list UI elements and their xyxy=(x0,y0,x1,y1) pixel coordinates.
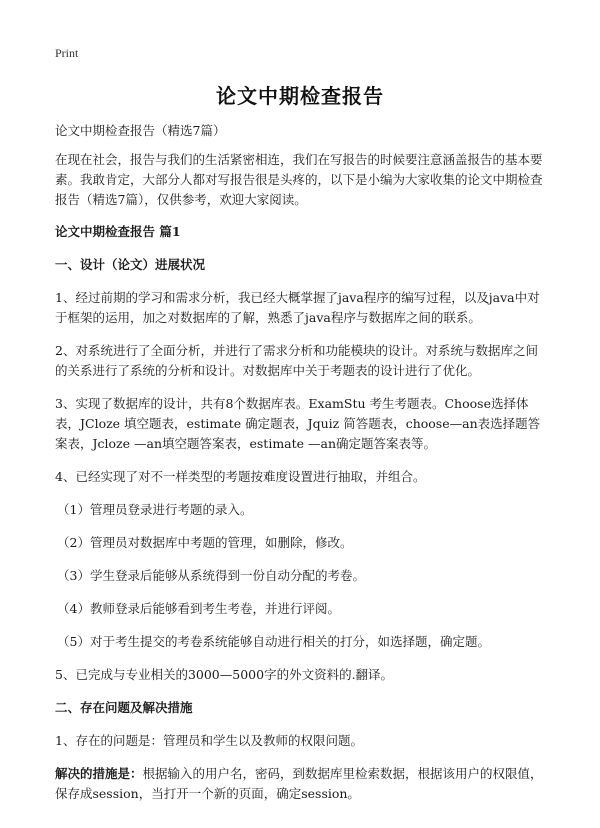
document-body xyxy=(55,121,547,817)
solution-label: 解决的措施是： xyxy=(55,766,143,781)
solution-paragraph xyxy=(55,764,547,804)
section-heading-progress: 一、设计（论文）进展状况 xyxy=(55,257,206,272)
page-title: 论文中期检查报告 xyxy=(216,84,384,108)
list-item: （4）教师登录后能够看到考生考卷，并进行评阅。 xyxy=(57,601,340,616)
progress-paragraph-2: 2、对系统进行了全面分析，并进行了需求分析和功能模块的设计。对系统与数据库之间的关系进行了系统的分析和设计。对数据库中关于考题表的设计进行了优化。 xyxy=(55,343,538,378)
solution-text: 根据输入的用户名，密码，到数据库里检索数据，根据该用户的权限值，保存成session，当打开一个新的页面，确定session。 xyxy=(55,766,543,801)
progress-paragraph-3: 3、实现了数据库的设计，共有8个数据库表。ExamStu 考生考题表。Choose选择体表，JCloze 填空题表，estimate 确定题表，Jquiz 简答题表，choose—an表选择题答案表，Jcloze —an填空题答案表，estimate —an确定题答案表等。 xyxy=(55,396,541,451)
list-item: （2）管理员对数据库中考题的管理，如删除，修改。 xyxy=(57,535,353,550)
list-item: （3）学生登录后能够从系统得到一份自动分配的考卷。 xyxy=(57,568,365,583)
intro-paragraph: 在现在社会，报告与我们的生活紧密相连，我们在写报告的时候要注意涵盖报告的基本要素。我敢肯定，大部分人都对写报告很是头疼的，以下是小编为大家收集的论文中期检查报告（精选7篇），仅供参考，欢迎大家阅读。 xyxy=(55,152,543,207)
document-subtitle: 论文中期检查报告（精选7篇） xyxy=(55,123,226,138)
progress-paragraph-1: 1、经过前期的学习和需求分析，我已经大概掌握了java程序的编写过程，以及java中对于框架的运用，加之对数据库的了解，熟悉了java程序与数据库之间的联系。 xyxy=(55,290,540,325)
progress-paragraph-5: 5、已完成与专业相关的3000—5000字的外文资料的.翻译。 xyxy=(55,667,394,682)
print-label: Print xyxy=(55,46,79,60)
article-heading: 论文中期检查报告 篇1 xyxy=(55,224,181,239)
section-heading-problems: 二、存在问题及解决措施 xyxy=(55,700,193,715)
list-item: （5）对于考生提交的考卷系统能够自动进行相关的打分，如选择题，确定题。 xyxy=(57,634,490,649)
progress-paragraph-4: 4、已经实现了对不一样类型的考题按难度设置进行抽取，并组合。 xyxy=(55,469,426,484)
list-item: （1）管理员登录进行考题的录入。 xyxy=(57,502,253,517)
problem-paragraph: 1、存在的问题是：管理员和学生以及教师的权限问题。 xyxy=(55,733,363,748)
